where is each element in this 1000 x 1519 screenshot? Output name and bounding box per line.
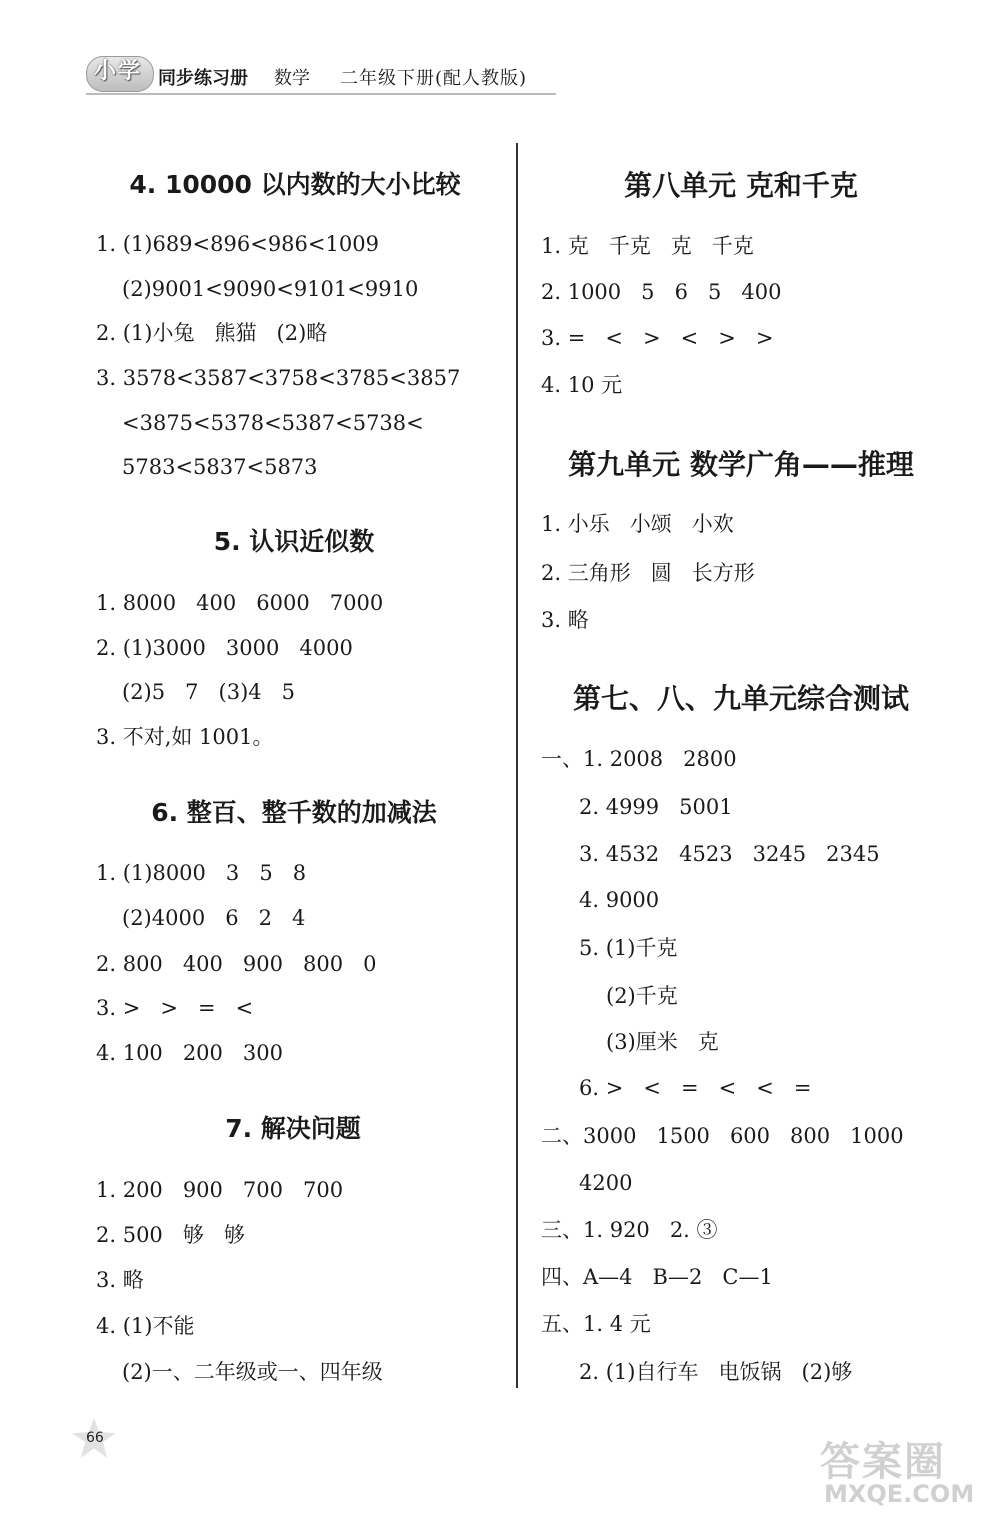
answer-line: 2. 1000 5 6 5 400 <box>541 280 782 304</box>
answer-line: 2. (1)3000 3000 4000 <box>96 636 353 660</box>
book-series: 同步练习册 <box>158 68 248 89</box>
answer-line: 一、1. 2008 2800 <box>541 747 737 771</box>
answer-line: (2)9001<9090<9101<9910 <box>122 277 419 301</box>
answer-line: 三、1. 920 2. ③ <box>541 1218 718 1242</box>
answer-line: 5. (1)千克 <box>579 936 678 960</box>
answer-line: 4. (1)不能 <box>96 1314 195 1338</box>
answer-line: (2)一、二年级或一、四年级 <box>122 1360 383 1384</box>
answer-line: 6. > < = < < = <box>579 1076 812 1100</box>
answer-line: 1. 克 千克 克 千克 <box>541 234 754 258</box>
answer-line: (2)4000 6 2 4 <box>122 906 306 930</box>
answer-line: 4. 10 元 <box>541 373 623 397</box>
answer-line: 2. 4999 5001 <box>579 795 733 819</box>
logo: 小学 <box>94 59 143 84</box>
answer-line: (2)5 7 (3)4 5 <box>122 680 296 704</box>
page-number-text: 66 <box>86 1430 104 1446</box>
answer-line: 4. 100 200 300 <box>96 1041 284 1065</box>
answer-line: 3. 不对,如 1001。 <box>96 725 274 749</box>
answer-line: 1. 200 900 700 700 <box>96 1178 344 1202</box>
answer-line: 2. 三角形 圆 长方形 <box>541 561 755 585</box>
grade-edition: 二年级下册(配人教版) <box>340 68 528 89</box>
answer-line: 3. 略 <box>541 608 589 632</box>
answer-line: 五、1. 4 元 <box>541 1312 651 1336</box>
section-title: 第八单元 克和千克 <box>624 169 858 202</box>
subject: 数学 <box>274 68 310 89</box>
answer-line: 3. > > = < <box>96 996 254 1020</box>
section-title: 4. 10000 以内数的大小比较 <box>129 170 461 199</box>
answer-line: 2. 800 400 900 800 0 <box>96 952 377 976</box>
answer-line: 2. (1)自行车 电饭锅 (2)够 <box>579 1360 853 1384</box>
answer-line: 4200 <box>579 1171 633 1195</box>
answer-line: 3. = < > < > > <box>541 326 774 350</box>
answer-line: 4. 9000 <box>579 888 660 912</box>
section-title: 第九单元 数学广角——推理 <box>568 448 914 481</box>
answer-line: 3. 4532 4523 3245 2345 <box>579 842 880 866</box>
header-rule <box>86 93 556 95</box>
answer-line: 2. 500 够 够 <box>96 1223 245 1247</box>
watermark-logo: 答案圈 <box>820 1439 946 1485</box>
page-number <box>72 1418 116 1458</box>
section-title: 6. 整百、整千数的加减法 <box>151 798 437 827</box>
watermark <box>820 1430 992 1512</box>
section-title: 5. 认识近似数 <box>213 527 375 556</box>
answer-line: 3. 略 <box>96 1268 144 1292</box>
answer-line: 1. (1)689<896<986<1009 <box>96 232 379 256</box>
answer-line: 5783<5837<5873 <box>122 455 318 479</box>
answer-line: 四、A—4 B—2 C—1 <box>541 1265 773 1289</box>
section-title: 第七、八、九单元综合测试 <box>572 682 910 715</box>
section-title: 7. 解决问题 <box>225 1114 361 1143</box>
answer-line: 1. (1)8000 3 5 8 <box>96 861 307 885</box>
answer-line: 3. 3578<3587<3758<3785<3857 <box>96 366 461 390</box>
answer-line: 2. (1)小兔 熊猫 (2)略 <box>96 321 328 345</box>
answer-line: 1. 8000 400 6000 7000 <box>96 591 384 615</box>
column-divider <box>516 143 518 1388</box>
answer-line: 二、3000 1500 600 800 1000 <box>541 1124 904 1148</box>
watermark-url: MXQE.COM <box>824 1480 975 1508</box>
page-header <box>86 52 566 92</box>
answer-line: (2)千克 <box>606 984 678 1008</box>
answer-line: (3)厘米 克 <box>606 1030 719 1054</box>
answer-line: <3875<5378<5387<5738< <box>122 411 424 435</box>
answer-line: 1. 小乐 小颂 小欢 <box>541 512 734 536</box>
